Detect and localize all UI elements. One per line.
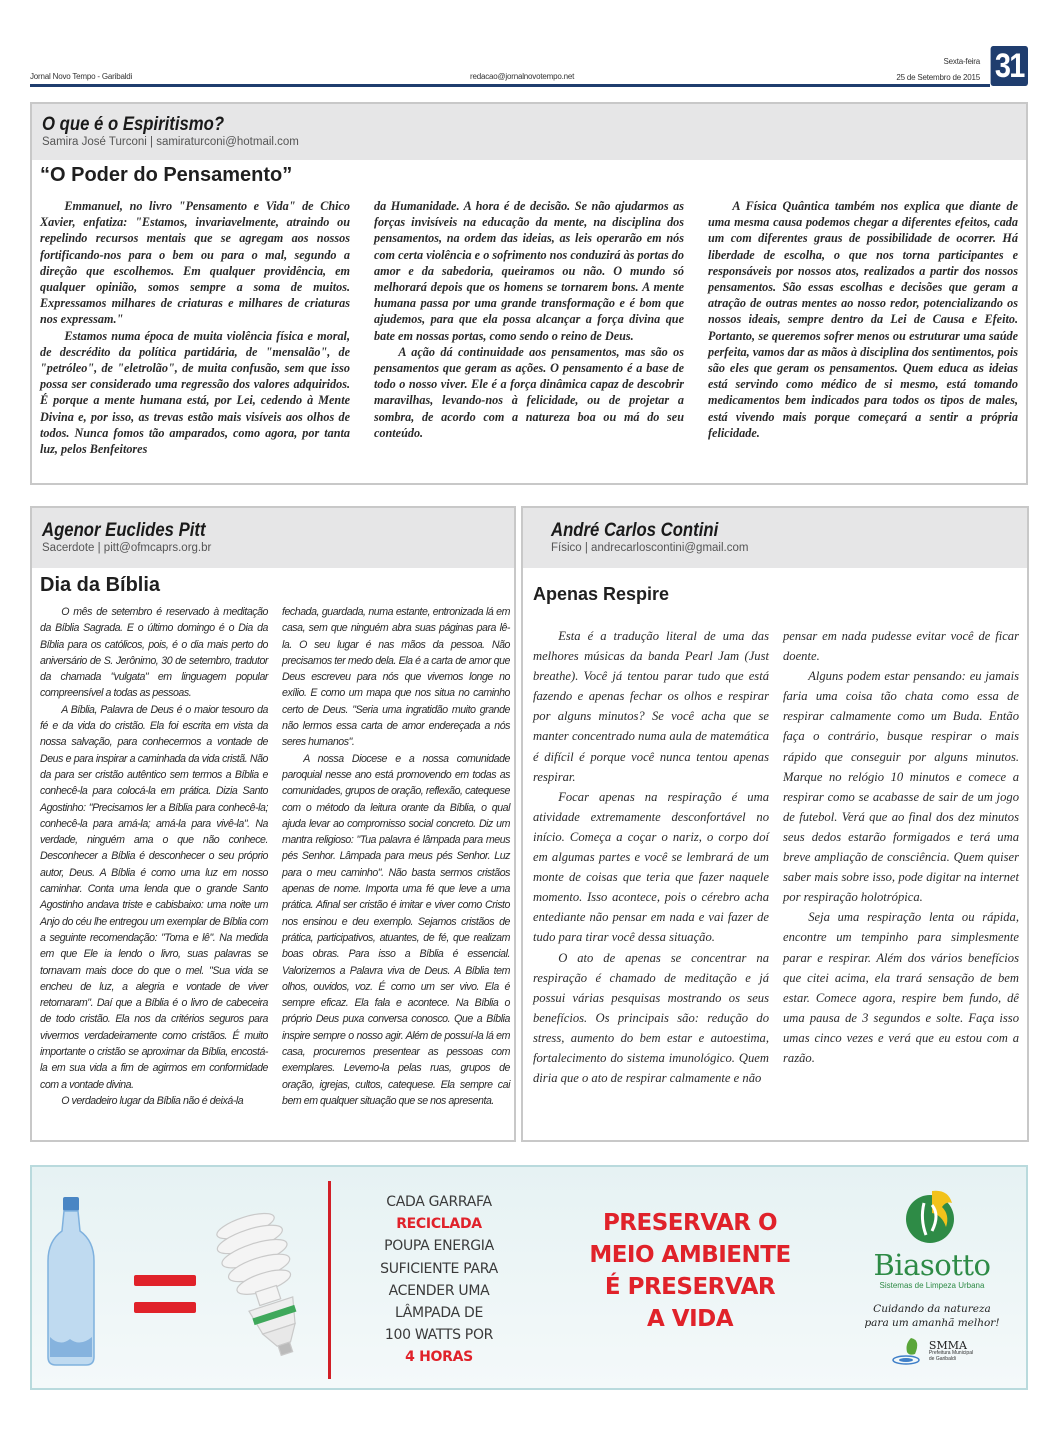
ad-copy-line: LÂMPADA DE [394,1305,484,1322]
article-body [40,604,510,1109]
ad-copy-line: ACENDER UMA [388,1282,490,1299]
equals-icon [134,1275,196,1329]
leaf-water-icon [891,1336,925,1366]
ad-copy-line: CADA GARRAFA [386,1194,492,1210]
author-byline: Físico | andrecarloscontini@gmail.com [551,542,749,554]
brand-tagline [844,1302,1020,1330]
respire-column [521,506,1029,1142]
issue-date [896,54,980,86]
article-body [40,198,1018,457]
page-header [30,46,1028,88]
author-name: Agenor Euclides Pitt [42,520,206,541]
author-byline: Samira José Turconi | samiraturconi@hotmail.com [42,136,299,148]
ad-copy-highlight: 4 HORAS [405,1349,473,1366]
smma-logo [929,1340,973,1362]
slogan-line: A VIDA [646,1306,734,1332]
partner-line: Prefeitura Municipal [928,1350,974,1356]
text-column [708,198,1018,457]
author-name: André Carlos Contini [551,520,719,541]
ad-copy-line: 100 WATTS POR [384,1327,494,1344]
brand-subtitle: Sistemas de Limpeza Urbana [879,1281,985,1290]
tagline-line: para um amanhã melhor! [864,1317,1000,1329]
brand-name: Biasotto [873,1248,991,1282]
paragraph: da Humanidade. A hora é de decisão. Se não ajudarmos as forças invisíveis na educação da mente, na disciplina dos pensamentos, na ordem das ideias, as leis operarão em nós com certa violência e o sofrimento nos conduzirá às portas do amor e da sabedoria, queiramos ou não. O mundo só melhorará depois que os homens se tornarem bons. A mente humana passa por uma grande transformação e é bom que ajudemos, para que ela possa alcançar a força divina que bate em nossas portas, como sendo o reino de Deus. [374,199,684,343]
column-header [32,104,1026,160]
article-body [533,626,1019,1088]
paragraph: Focar apenas na respiração é uma atividade extremamente desconfortável no início. Começa a coçar o nariz, o corpo doí em algumas partes e você se lembrará de um monte de coisas que teria que fazer naquele momento. Isso acontece, pois o cérebro acha entediante não pensar em nada e vai fazer de tudo para tirar você dessa situação. [533,789,769,945]
slogan-line: MEIO AMBIENTE [589,1242,791,1268]
header-rule [30,84,990,87]
partner-line: de Garibaldi [928,1355,956,1362]
paragraph: A Bíblia, Palavra de Deus é o maior tesouro da fé e da vida do cristão. Ela foi escrita em vista da nossa salvação, para conhecermos a vontade de Deus e para inspirar a caminhada da vida cristã. Não da para ser cristão autêntico sem termos a Bíblia e conhecê-la para colocá-la em prática. Dizia Santo Agostinho: "Precisamos ler a Bíblia para conhecê-la; conhecê-la para amá-la; amá-la para vivê-la". Na verdade, ninguém ama o que não conhece. Desconhecer a Bíblia é desconhecer o seu próprio autor, Deus. A Bíblia é como uma luz em nosso caminhar. Conta uma lenda que o grande Santo Agostinho andava triste e cabisbaixo: uma noite um Anjo do céu lhe entregou um exemplar de Bíblia com a seguinte recomendação: "Toma e lê". Na medida em que Ele ia lendo o livro, suas palavras se tornavam mais doce do que o mel. "Sua vida se encheu de luz, a alegria e vontade de viver retornaram". Daí que a Bíblia é o livro de cabeceira de todo cristão. Ela nos da critérios seguros para vivermos verdadeiramente como cristãos. É muito importante o cristão se aproximar da Bíblia, encostá-la em sua vida a fim de agirmos em conformidade com a vontade divina. [40,703,268,1091]
slogan-line: PRESERVAR O [602,1210,778,1236]
paragraph: A nossa Diocese e a nossa comunidade paroquial nesse ano está promovendo em todas as comunidades, grupos de oração, reflexão, catequese com o método da leitura orante da Bíblia, o qual ajuda levar ao compromisso social concreto. Diz um mantra religioso: "Tua palavra é lâmpada para meus pés Senhor. Lâmpada para meus pés Senhor. Luz para o meu caminho". Não basta sermos cristãos apenas de nome. Importa uma fé que leve a uma prática. Afinal ser cristão é imitar e viver como Cristo nos ensinou e deu exemplo. Sejamos cristãos de prática, participativos, atuantes, de fé, que realizam boas obras. Para isso a Bíblia é essencial. Valorizemos a Palavra viva de Deus. A Bíblia tem olhos, ouvidos, voz. É como um ser vivo. Ela é sempre eficaz. Ela fala e acontece. Na Bíblia o próprio Deus puxa conversa conosco. Que a Bíblia inspire sempre o nosso agir. Além de possuí-la lá em casa, procuremos presentear as pessoas com exemplares. Levemo-la pelas ruas, grupos de oração, igrejas, cultos, catequese. Ela sempre cai bem em qualquer situação que se nos apresenta. [282,752,510,1107]
ad-copy-highlight: RECICLADA [396,1216,482,1233]
ad-copy-line: POUPA ENERGIA [384,1238,494,1255]
text-column [783,626,1019,1088]
paragraph: Alguns podem estar pensando: eu jamais faria uma coisa tão chata como essa de respirar calmamente como um Buda. Então faça o contrário, busque respirar o mais rápido que conseguir por alguns minutos. Marque no relógio 10 minutos e comece a respirar como se acabasse de sair de um jogo de futebol. Verá que ao final dos dez minutos seus dedos estarão formigados e terá uma breve ampliação de consciência. Quem quiser saber mais sobre isso, pode digitar na internet por respiração holotrópica. [783,669,1019,905]
article-title: Dia da Bíblia [40,574,161,596]
author-byline: Sacerdote | pitt@ofmcaprs.org.br [42,542,212,554]
cfl-bulb-icon [210,1201,320,1371]
text-column [374,198,684,457]
section-title: O que é o Espiritismo? [42,114,225,135]
column-header [523,508,1027,568]
publication-name: Jornal Novo Tempo - Garibaldi [30,72,133,81]
paragraph: Esta é a tradução literal de uma das melhores músicas da banda Pearl Jam (Just breathe). Você já tentou parar tudo que está fazendo e apenas fechar os olhos e respirar por alguns minutos? Se você acha que se manter concentrado numa aula de matemática é difícil é porque você nunca tentou apenas respirar. [533,629,769,784]
paragraph: O ato de apenas se concentrar na respiração é chamado de meditação e já possui várias pesquisas mostrando os seus benefícios. Os principais são: redução do stress, aumento do bem estar e autoestima, fortalecimento do sistema imunológico. Quem diria que o ato de respirar calmamente e não [533,950,769,1086]
brand-block [844,1185,1020,1366]
text-column [40,198,350,457]
paragraph: O verdadeiro lugar da Bíblia não é deixá-la [61,1094,244,1107]
paragraph: A Física Quântica também nos explica que diante de uma mesma causa podemos chegar a diferentes efeitos, cada um com diferentes graus de possibilidade de ocorrer. Há liberdade de escolha, o que nos torna participantes e responsáveis por nossos atos, realizados a partir dos nossos pensamentos. São essas escolhas e decisões que geram a atração de outras mentes ao nosso redor, potencializando os nossos ideais, sempre dentro da Lei de Causa e Efeito. Portanto, se queremos sofrer menos ou estruturar uma saúde perfeita, vamos dar as mãos à disciplina dos sentimentos, pois são eles que geram os pensamentos. Quem educa as ideias está servindo como médico de si mesmo, está tomando medicamentos bem indicados para todos os tipos de males, está vivendo mais porque começará a sentir a própria felicidade. [708,199,1018,440]
espiritismo-column [30,102,1028,485]
ad-slogan [580,1207,800,1335]
paragraph: fechada, guardada, numa estante, entronizada lá em casa, sem que ninguém abra suas páginas para lê-la. O seu lugar é nas mãos da pessoa. Não precisamos ter medo dela. Ela é a carta de amor que Deus escreveu para nós que vivemos longe no exílio. E como um mapa que nos situa no caminho certo de Deus. "Seria uma ingratidão muito grande não lermos essa carta de amor endereçada a nós seres humanos". [282,606,510,749]
date: 25 de Setembro de 2015 [896,73,980,82]
text-column [40,604,268,1109]
slogan-line: É PRESERVAR [604,1274,776,1300]
text-column [282,604,510,1109]
paragraph: O mês de setembro é reservado à meditação da Bíblia Sagrada. E o último domingo é o Dia da Bíblia para os católicos, pois, é o dia mais perto do aniversário de S. Jerônimo, 30 de setembro, tradutor da chamada "vulgata" em linguagem popular compreensível a todas as pessoas. [40,606,268,700]
ad-copy-line: SUFICIENTE PARA [380,1260,498,1277]
biblia-column [30,506,516,1142]
paragraph: pensar em nada pudesse evitar você de ficar doente. [783,629,1019,664]
paragraph: Emmanuel, no livro "Pensamento e Vida" de Chico Xavier, enfatiza: "Estamos, invariavelmente, atraindo ou repelindo recursos mentais que se agregam aos nossos fortificando-nos para o bem ou para o mal, segundo a direção que escolhemos. Em qualquer providência, em qualquer opinião, somos sempre a soma de muitos. Expressamos milhares de criaturas e milhares de criaturas nos expressam." [40,199,350,327]
text-column [533,626,769,1088]
plastic-bottle-icon [44,1197,98,1367]
ad-copy [350,1191,528,1369]
paragraph: A ação dá continuidade aos pensamentos, mas são os pensamentos que geram as ações. O pensamento é a base de todo o nosso viver. Ele é a força dinâmica capaz de descobrir maravilhas, levando-nos à felicidade, ou de projetar a sombra, de acordo com a natureza boa ou má do seu conteúdo. [374,344,684,440]
article-title: “O Poder do Pensamento” [40,164,293,186]
partner-name: SMMA [928,1339,967,1352]
page-number-badge: 31 [991,46,1028,86]
column-header [32,508,514,568]
partner-logos [844,1336,1020,1366]
tagline-line: Cuidando da natureza [873,1303,991,1315]
newsroom-email[interactable]: redacao@jornalnovotempo.net [470,72,575,81]
weekday: Sexta-feira [943,57,980,66]
paragraph: Seja uma respiração lenta ou rápida, encontre um tempinho para simplesmente parar e respirar. Além dos vários benefícios que citei acima, ela trará sensação de bem estar. Comece agora, respire bem fundo, dê uma pausa de 3 segundos e solte. Faça isso umas cinco vezes e verá que eu estou com a razão. [783,910,1019,1065]
article-title: Apenas Respire [533,584,670,604]
paragraph: Estamos numa época de muita violência física e moral, de descrédito da política partidária, de "mensalão", de "petróleo", de "eletrolão", de muita confusão, sem que isso possa ser considerado uma regressão dos valores adquiridos. É porque a mente humana está, por Lei, cedendo à Mente Divina e, por isso, as trevas estão mais visíveis aos olhos de todos. Nunca fomos tão amparados, como agora, por tanta luz, pelos Benfeitores [40,328,350,457]
recycling-advertisement[interactable] [30,1165,1028,1390]
ad-divider [328,1181,331,1379]
biasotto-logo-icon [902,1185,962,1245]
